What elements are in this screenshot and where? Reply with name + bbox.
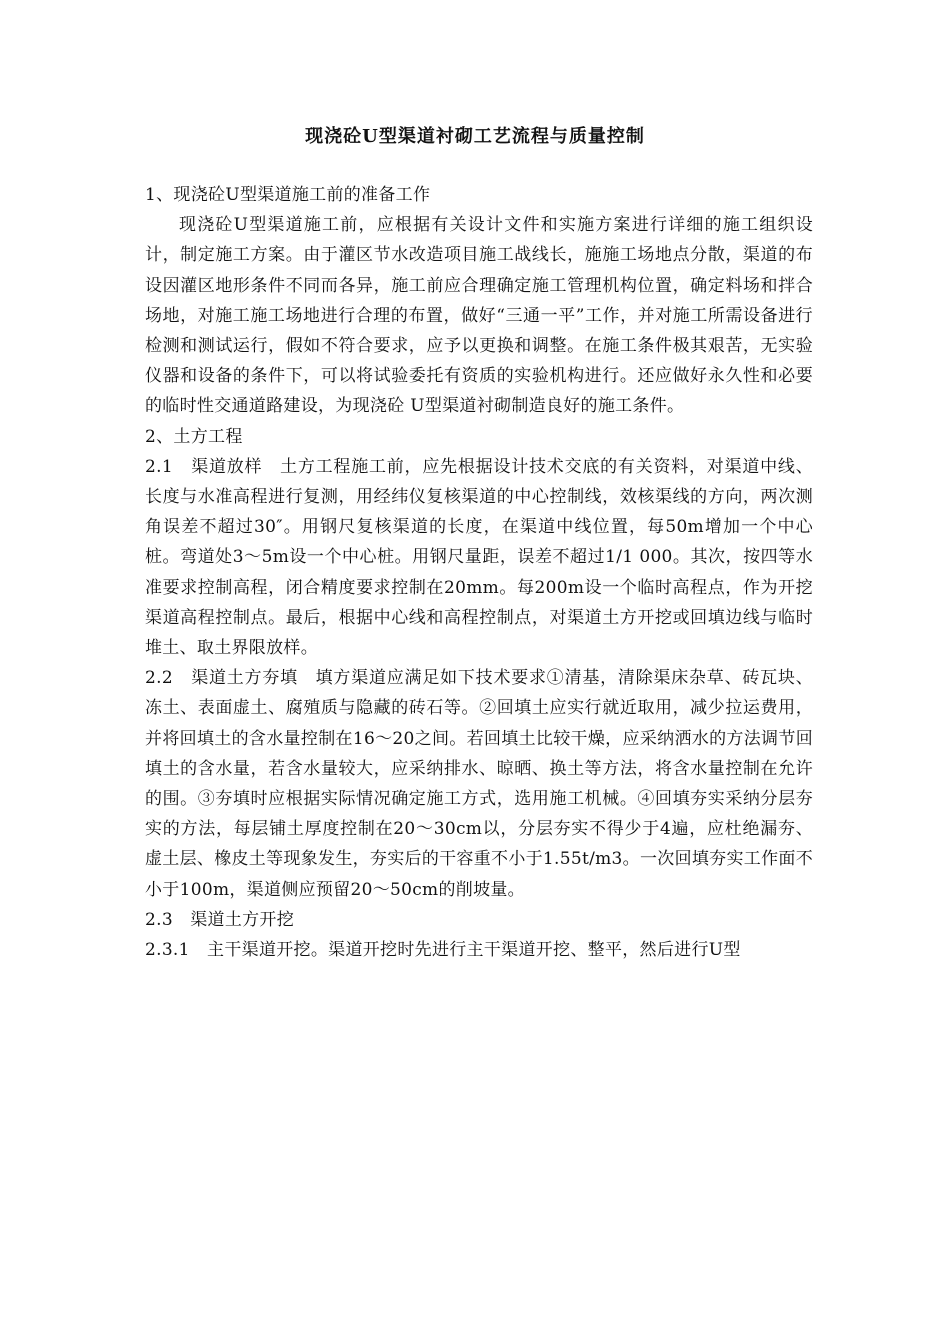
document-body: [145, 180, 813, 965]
section-1-paragraph: 现浇砼U型渠道施工前，应根据有关设计文件和实施方案进行详细的施工组织设计，制定施工方案。由于灌区节水改造项目施工战线长，施施工场地点分散，渠道的布设因灌区地形条件不同而各异，施工前应合理确定施工管理机构位置，确定料场和拌合场地，对施工施工场地进行合理的布置，做好“三通一平”工作，并对施工所需设备进行检测和测试运行，假如不符合要求，应予以更换和调整。在施工条件极其艰苦，无实验仪器和设备的条件下，可以将试验委托有资质的实验机构进行。还应做好永久性和必要的临时性交通道路建设，为现浇砼 U型渠道衬砌制造良好的施工条件。: [145, 215, 813, 417]
section-2-heading: 2、土方工程: [145, 426, 243, 447]
section-1-heading: 1、现浇砼U型渠道施工前的准备工作: [145, 185, 431, 205]
section-2-3-1-paragraph: 2.3.1 主干渠道开挖。渠道开挖时先进行主干渠道开挖、整平，然后进行U型: [145, 940, 741, 961]
section-2-1-paragraph: 2.1 渠道放样 土方工程施工前，应先根据设计技术交底的有关资料，对渠道中线、长度与水准高程进行复测，用经纬仪复核渠道的中心控制线，效核渠线的方向，两次测角误差不超过30″。用钢尺复核渠道的长度，在渠道中线位置，每50m增加一个中心桩。弯道处3～5m设一个中心桩。用钢尺量距，误差不超过1/1 000。其次，按四等水准要求控制高程，闭合精度要求控制在20mm。每200m设一个临时高程点，作为开挖渠道高程控制点。最后，根据中心线和高程控制点，对渠道土方开挖或回填边线与临时堆土、取土界限放样。: [145, 456, 813, 659]
section-2-2-paragraph: 2.2 渠道土方夯填 填方渠道应满足如下技术要求①清基，清除渠床杂草、砖瓦块、冻土、表面虚土、腐殖质与隐藏的砖石等。②回填土应实行就近取用，减少拉运费用，并将回填土的含水量控制在16～20之间。若回填土比较干燥，应采纳洒水的方法调节回填土的含水量，若含水量较大，应采纳排水、晾晒、换土等方法，将含水量控制在允许的围。③夯填时应根据实际情况确定施工方式，选用施工机械。④回填夯实采纳分层夯实的方法，每层铺土厚度控制在20～30cm以，分层夯实不得少于4遍，应杜绝漏夯、虚土层、橡皮土等现象发生，夯实后的干容重不小于1.55t/m3。一次回填夯实工作面不小于100m，渠道侧应预留20～50cm的削坡量。: [145, 668, 813, 900]
section-2-3-heading: 2.3 渠道土方开挖: [145, 909, 295, 930]
document-title: 现浇砼U型渠道衬砌工艺流程与质量控制: [305, 126, 645, 147]
